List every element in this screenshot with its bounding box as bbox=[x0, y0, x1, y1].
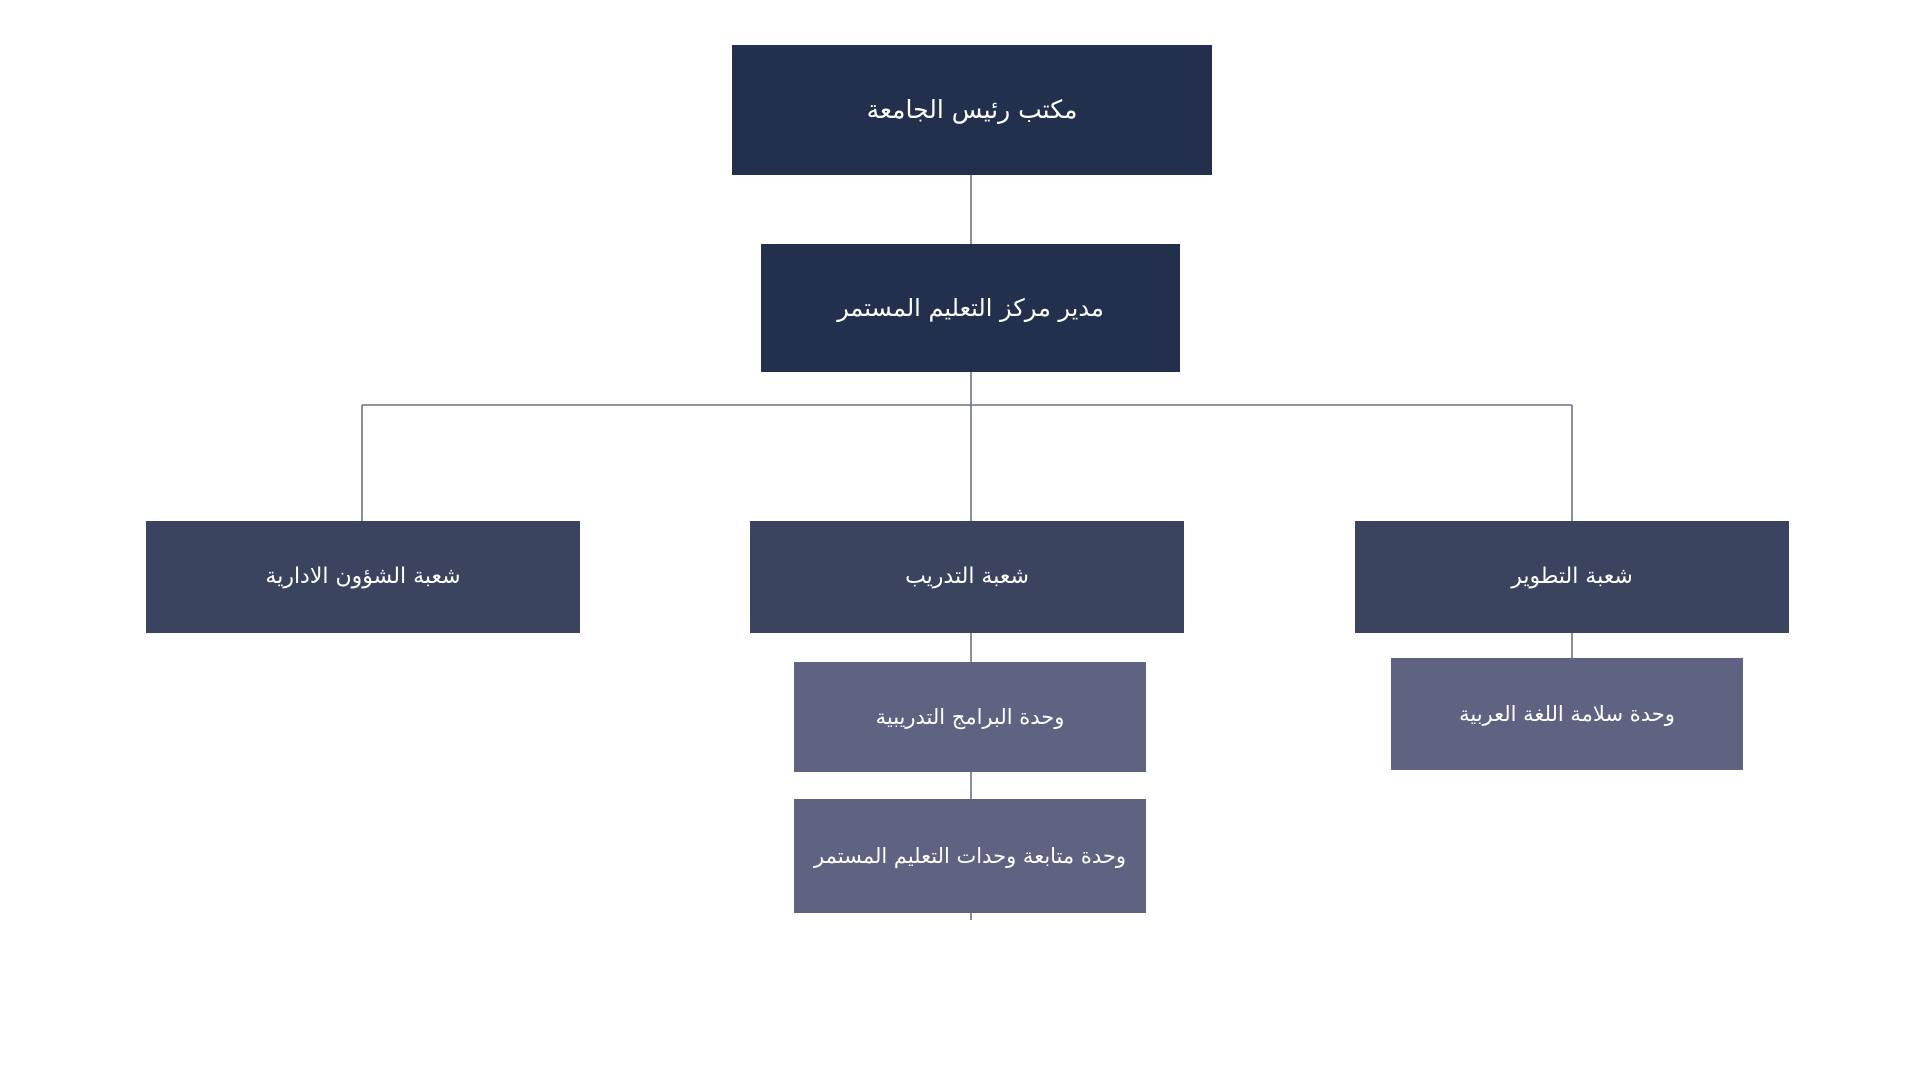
node-director[interactable] bbox=[761, 244, 1180, 372]
node-arabic-language-safety[interactable] bbox=[1391, 658, 1743, 770]
node-admin-affairs-label: شعبة الشؤون الادارية bbox=[265, 564, 461, 590]
node-followup-units-label: وحدة متابعة وحدات التعليم المستمر bbox=[814, 843, 1126, 868]
node-arabic-language-safety-label: وحدة سلامة اللغة العربية bbox=[1459, 701, 1675, 726]
node-training-programs[interactable] bbox=[794, 662, 1146, 772]
node-president-label: مكتب رئيس الجامعة bbox=[866, 94, 1078, 124]
node-training-programs-label: وحدة البرامج التدريبية bbox=[875, 704, 1065, 729]
node-training[interactable] bbox=[750, 521, 1184, 633]
node-admin-affairs[interactable] bbox=[146, 521, 580, 633]
node-president[interactable] bbox=[732, 45, 1212, 175]
node-followup-units[interactable] bbox=[794, 799, 1146, 913]
node-director-label: مدير مركز التعليم المستمر bbox=[837, 293, 1104, 322]
node-training-label: شعبة التدريب bbox=[905, 564, 1029, 590]
node-development[interactable] bbox=[1355, 521, 1789, 633]
node-development-label: شعبة التطوير bbox=[1511, 564, 1633, 590]
